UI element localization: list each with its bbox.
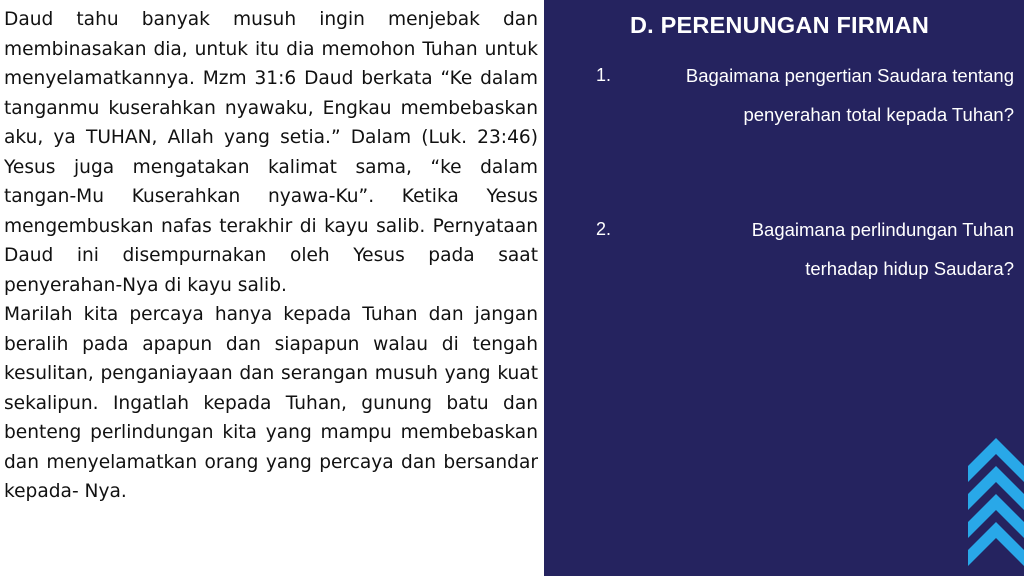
panel-heading: D. PERENUNGAN FIRMAN (630, 12, 930, 38)
question-number-1: 1. (596, 65, 612, 85)
reflection-panel (544, 0, 1024, 576)
paragraph-1: Daud tahu banyak musuh ingin menjebak dan membinasakan dia, untuk itu dia memohon Tuhan untuk menyelamatkannya. Mzm 31:6 Daud berkata “Ke dalam tanganmu kuserahkan nyawaku, Engkau membebaskan aku, ya TUHAN, Allah yang setia.” Dalam (Luk. 23:46) Yesus juga mengatakan kalimat sama, “ke dalam tangan-Mu Kuserahkan nyawa-Ku”. Ketika Yesus mengembuskan nafas terakhir di kayu salib. Pernyataan Daud ini disempurnakan oleh Yesus pada saat penyerahan-Nya di kayu salib. (4, 9, 538, 296)
question-item-2 (596, 210, 1014, 288)
question-text-1: Bagaimana pengertian Saudara tentang penyerahan total kepada Tuhan? (685, 65, 1014, 125)
question-number-2: 2. (596, 219, 612, 239)
chevron-stack-icon (968, 436, 1024, 576)
question-text-2: Bagaimana perlindungan Tuhan terhadap hidup Saudara? (751, 219, 1014, 279)
question-item-1 (596, 56, 1014, 134)
paragraph-2: Marilah kita percaya hanya kepada Tuhan dan jangan beralih pada apapun dan siapapun walau di tengah kesulitan, penganiayaan dan serangan musuh yang kuat sekalipun. Ingatlah kepada Tuhan, gunung batu dan benteng perlindungan kita yang mampu membebaskan dan menyelamatkan orang yang percaya dan bersandar kepada- Nya. (4, 304, 538, 502)
